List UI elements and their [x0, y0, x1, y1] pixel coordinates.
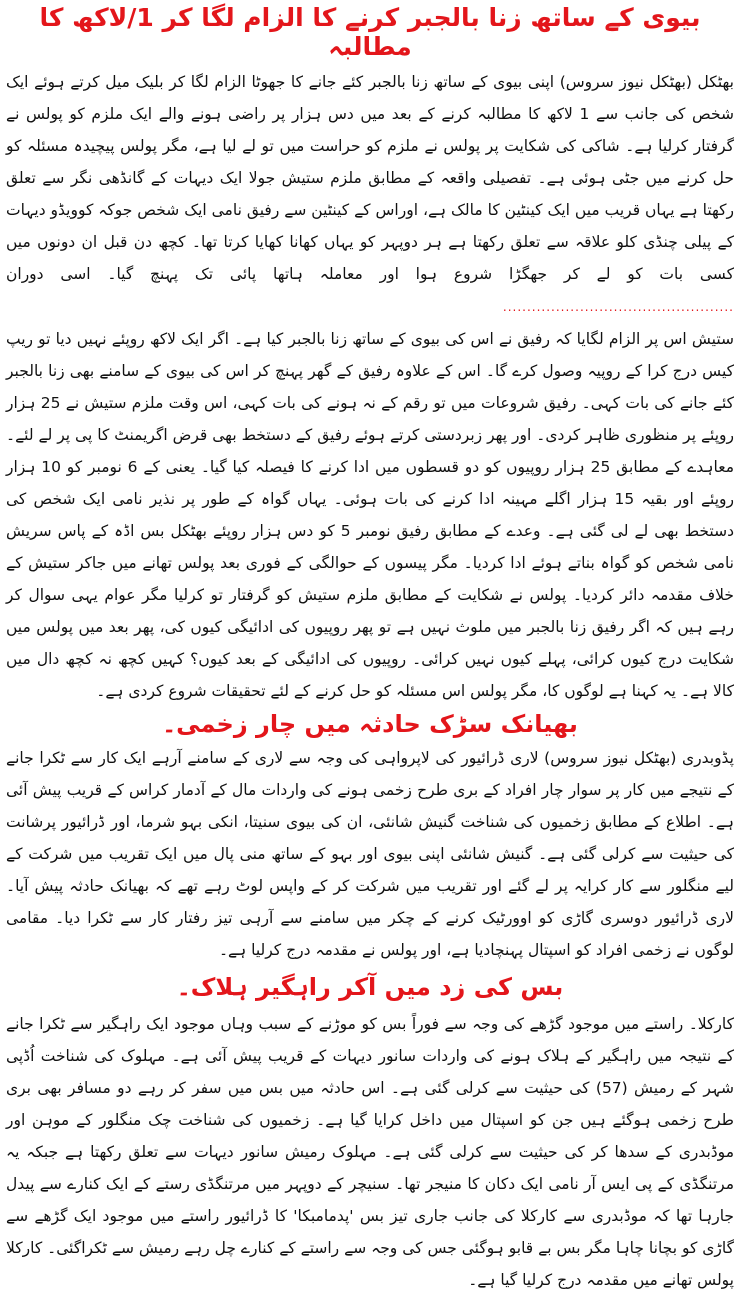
article-3-headline: بس کی زد میں آکر راہگیر ہلاک۔: [176, 973, 564, 1002]
article-2-paragraph: پڈوبدری (بھٹکل نیوز سروس) لاری ڈرائیور کی لاپرواہی کی وجہ سے لاری کے سامنے آرہے ایک کار سے ٹکرا جانے کے نتیجے میں کار پر سوار چار افراد کے بری طرح زخمی ہونے کی واردات مال کے آدمار کراس کے قریب پیش آئی ہے۔ اطلاع کے مطابق زخمیوں کی شناخت گنیش شانئی، ان کی بیوی سنیتا، انکی بہو شرما، اور ڈرائیور پرشانت کی حیثیت سے کرلی گئی ہے۔ گنیش شانئی اپنی بیوی اور بہو کے ساتھ منی پال میں ایک تقریب میں شرکت کے لیے منگلور سے کار کرایہ پر لے گئے اور تقریب میں شرکت کر کے واپس لوٹ رہے تھے کہ بھیانک حادثہ پیش آیا۔ لاری ڈرائیور دوسری گاڑی کو اوورٹیک کرنے کے چکر میں سامنے سے آرہی تیز رفتار کار سے ٹکرا دیا۔ مقامی لوگوں نے زخمی افراد کو اسپتال پہنچادیا ہے، اور پولس نے مقدمہ درج کرلیا ہے۔: [6, 749, 734, 960]
article-2: [6, 711, 734, 967]
article-1: [6, 4, 734, 707]
article-3-paragraph: کارکلا۔ راستے میں موجود گڑھے کی وجہ سے فوراً بس کو موڑنے کے سبب وہاں موجود ایک راہگیر سے ٹکرا جانے کے نتیجہ میں راہگیر کے ہلاک ہونے کی واردات سانور دیہات کے قریب پیش آئی ہے۔ مہلوک کی شناخت اُڈپی شہر کے رمیش (57) کی حیثیت سے کرلی گئی ہے۔ اس حادثہ میں بس میں سفر کر رہے دو مسافر بھی بری طرح زخمی ہوگئے ہیں جن کو اسپتال میں داخل کرایا گیا ہے۔ زخمیوں کی شناخت چک منگلور کے موہن اور موڈبدری کے سدھا کر کی حیثیت سے کرلی گئی ہے۔ مہلوک رمیش سانور دیہات سے تعلق رکھتا ہے جبکہ یہ مرتنگڈی کے پی ایس آر نامی ایک دکان کا منیجر تھا۔ سنیچر کے دوپہر میں مرتنگڈی رستے کے ایک کنارے سے پیدل جارہا تھا کہ موڈبدری سے کارکلا کی جانب جاری تیز بس 'پدمامبکا' کا ڈرائیور راستے میں موجود ایک گڑھے سے گاڑی کو بچانا چاہا مگر بس بے قابو ہوگئی جس کی وجہ سے راستے کے کنارے چل رہے رمیش سے ٹکراگئی۔ کارکلا پولس تھانے میں مقدمہ درج کرلیا گیا ہے۔: [6, 1014, 735, 1289]
article-1-paragraph-1-text: بھٹکل (بھٹکل نیوز سروس) اپنی بیوی کے ساتھ زنا بالجبر کئے جانے کا جھوٹا الزام لگا کر بلیک میل کرتے ہوئے ایک شخص کی جانب سے 1 لاکھ کا مطالبہ کرنے کے بعد میں دس ہزار پر راضی ہونے والے ایک ملزم کو پولس نے گرفتار کرلیا ہے۔ شاکی کی شکایت پر پولس نے ملزم کو حراست میں تو لے لیا ہے، مگر پولس پیچیدہ مسئلہ کو حل کرنے میں جٹی ہوئی ہے۔ تفصیلی واقعہ کے مطابق ملزم ستیش جولا ایک دیہات کے گانڈھی نگر سے تعلق رکھتا ہے یہاں قریب میں ایک کینٹین کا مالک ہے، اوراس کے کینٹین سے رفیق نامی ایک شخص جوکہ کوویڈو دیہات کے پیلی چنڈی کلو علاقہ سے تعلق رکھتا ہے ہر دوپہر کو یہاں کھانا کھایا کرتا تھا۔ کچھ دن قبل ان دونوں میں کسی بات کو لے کر جھگڑا شروع ہوا اور معاملہ ہاتھا پائی تک پہنچ گیا۔ اسی دوران: [6, 72, 734, 283]
article-2-headline: بھیانک سڑک حادثہ میں چار زخمی۔: [162, 709, 578, 738]
dotted-separator: ................................................: [502, 299, 734, 314]
article-1-paragraph-2: ستیش اس پر الزام لگایا کہ رفیق نے اس کی بیوی کے ساتھ زنا بالجبر کیا ہے۔ اگر ایک لاکھ روپئے نہیں دیا تو ریپ کیس درج کرا کے روپیہ وصول کرے گا۔ اس کے علاوہ رفیق کے گھر پہنچ کر اس کی بیوی کے سامنے بھی زنا بالجبر کئے جانے کی بات کہی۔ رفیق شروعات میں تو رقم کے نہ ہونے کی بات کہی، اس وقت ملزم ستیش نے 25 ہزار روپئے پر منظوری ظاہر کردی۔ اور پھر زبردستی کرتے ہوئے رفیق کے دستخط بھی قرض اگریمنٹ کا پی پر لے لئے۔ معاہدے کے مطابق 25 ہزار روپیوں کو دو قسطوں میں ادا کرنے کا فیصلہ کیا گیا۔ یعنی کے 6 نومبر کو 10 ہزار روپئے اور بقیہ 15 ہزار اگلے مہینہ ادا کرنے کی بات ہوئی۔ یہاں گواہ کے طور پر نذیر نامی ایک شخص کی دستخط بھی لے لی گئی ہے۔ وعدے کے مطابق رفیق نومبر 5 کو دس ہزار روپئے بھٹکل بس اڈہ کے پاس سریش نامی شخص کو گواہ بناتے ہوئے ادا کردیا۔ مگر پیسوں کے حوالگی کے فوری بعد پولس تھانے میں جاکر ستیش کے خلاف مقدمہ دائر کردیا۔ پولس نے شکایت کے مطابق ملزم ستیش کو گرفتار تو کرلیا مگر عوام یہی سوال کر رہے ہیں کہ اگر رفیق زنا بالجبر میں ملوث نہیں ہے تو پھر روپیوں کی ادائیگی کیوں کی، پھر بعد میں پولس میں شکایت درج کیوں کرائی، پہلے کیوں نہیں کرائی۔ روپیوں کی ادائیگی کے بعد کیوں؟ کہیں کچھ نہ کچھ دال میں کالا ہے۔ یہ کہنا ہے لوگوں کا، مگر پولس اس مسئلہ کو حل کرنے کے لئے تحقیقات شروع کردی ہے۔: [6, 329, 735, 700]
article-1-headline: بیوی کے ساتھ زنا بالجبر کرنے کا الزام لگا کر 1/لاکھ کا مطالبہ: [39, 3, 701, 61]
article-3: [6, 974, 734, 1296]
article-1-paragraph-1: [6, 66, 734, 323]
